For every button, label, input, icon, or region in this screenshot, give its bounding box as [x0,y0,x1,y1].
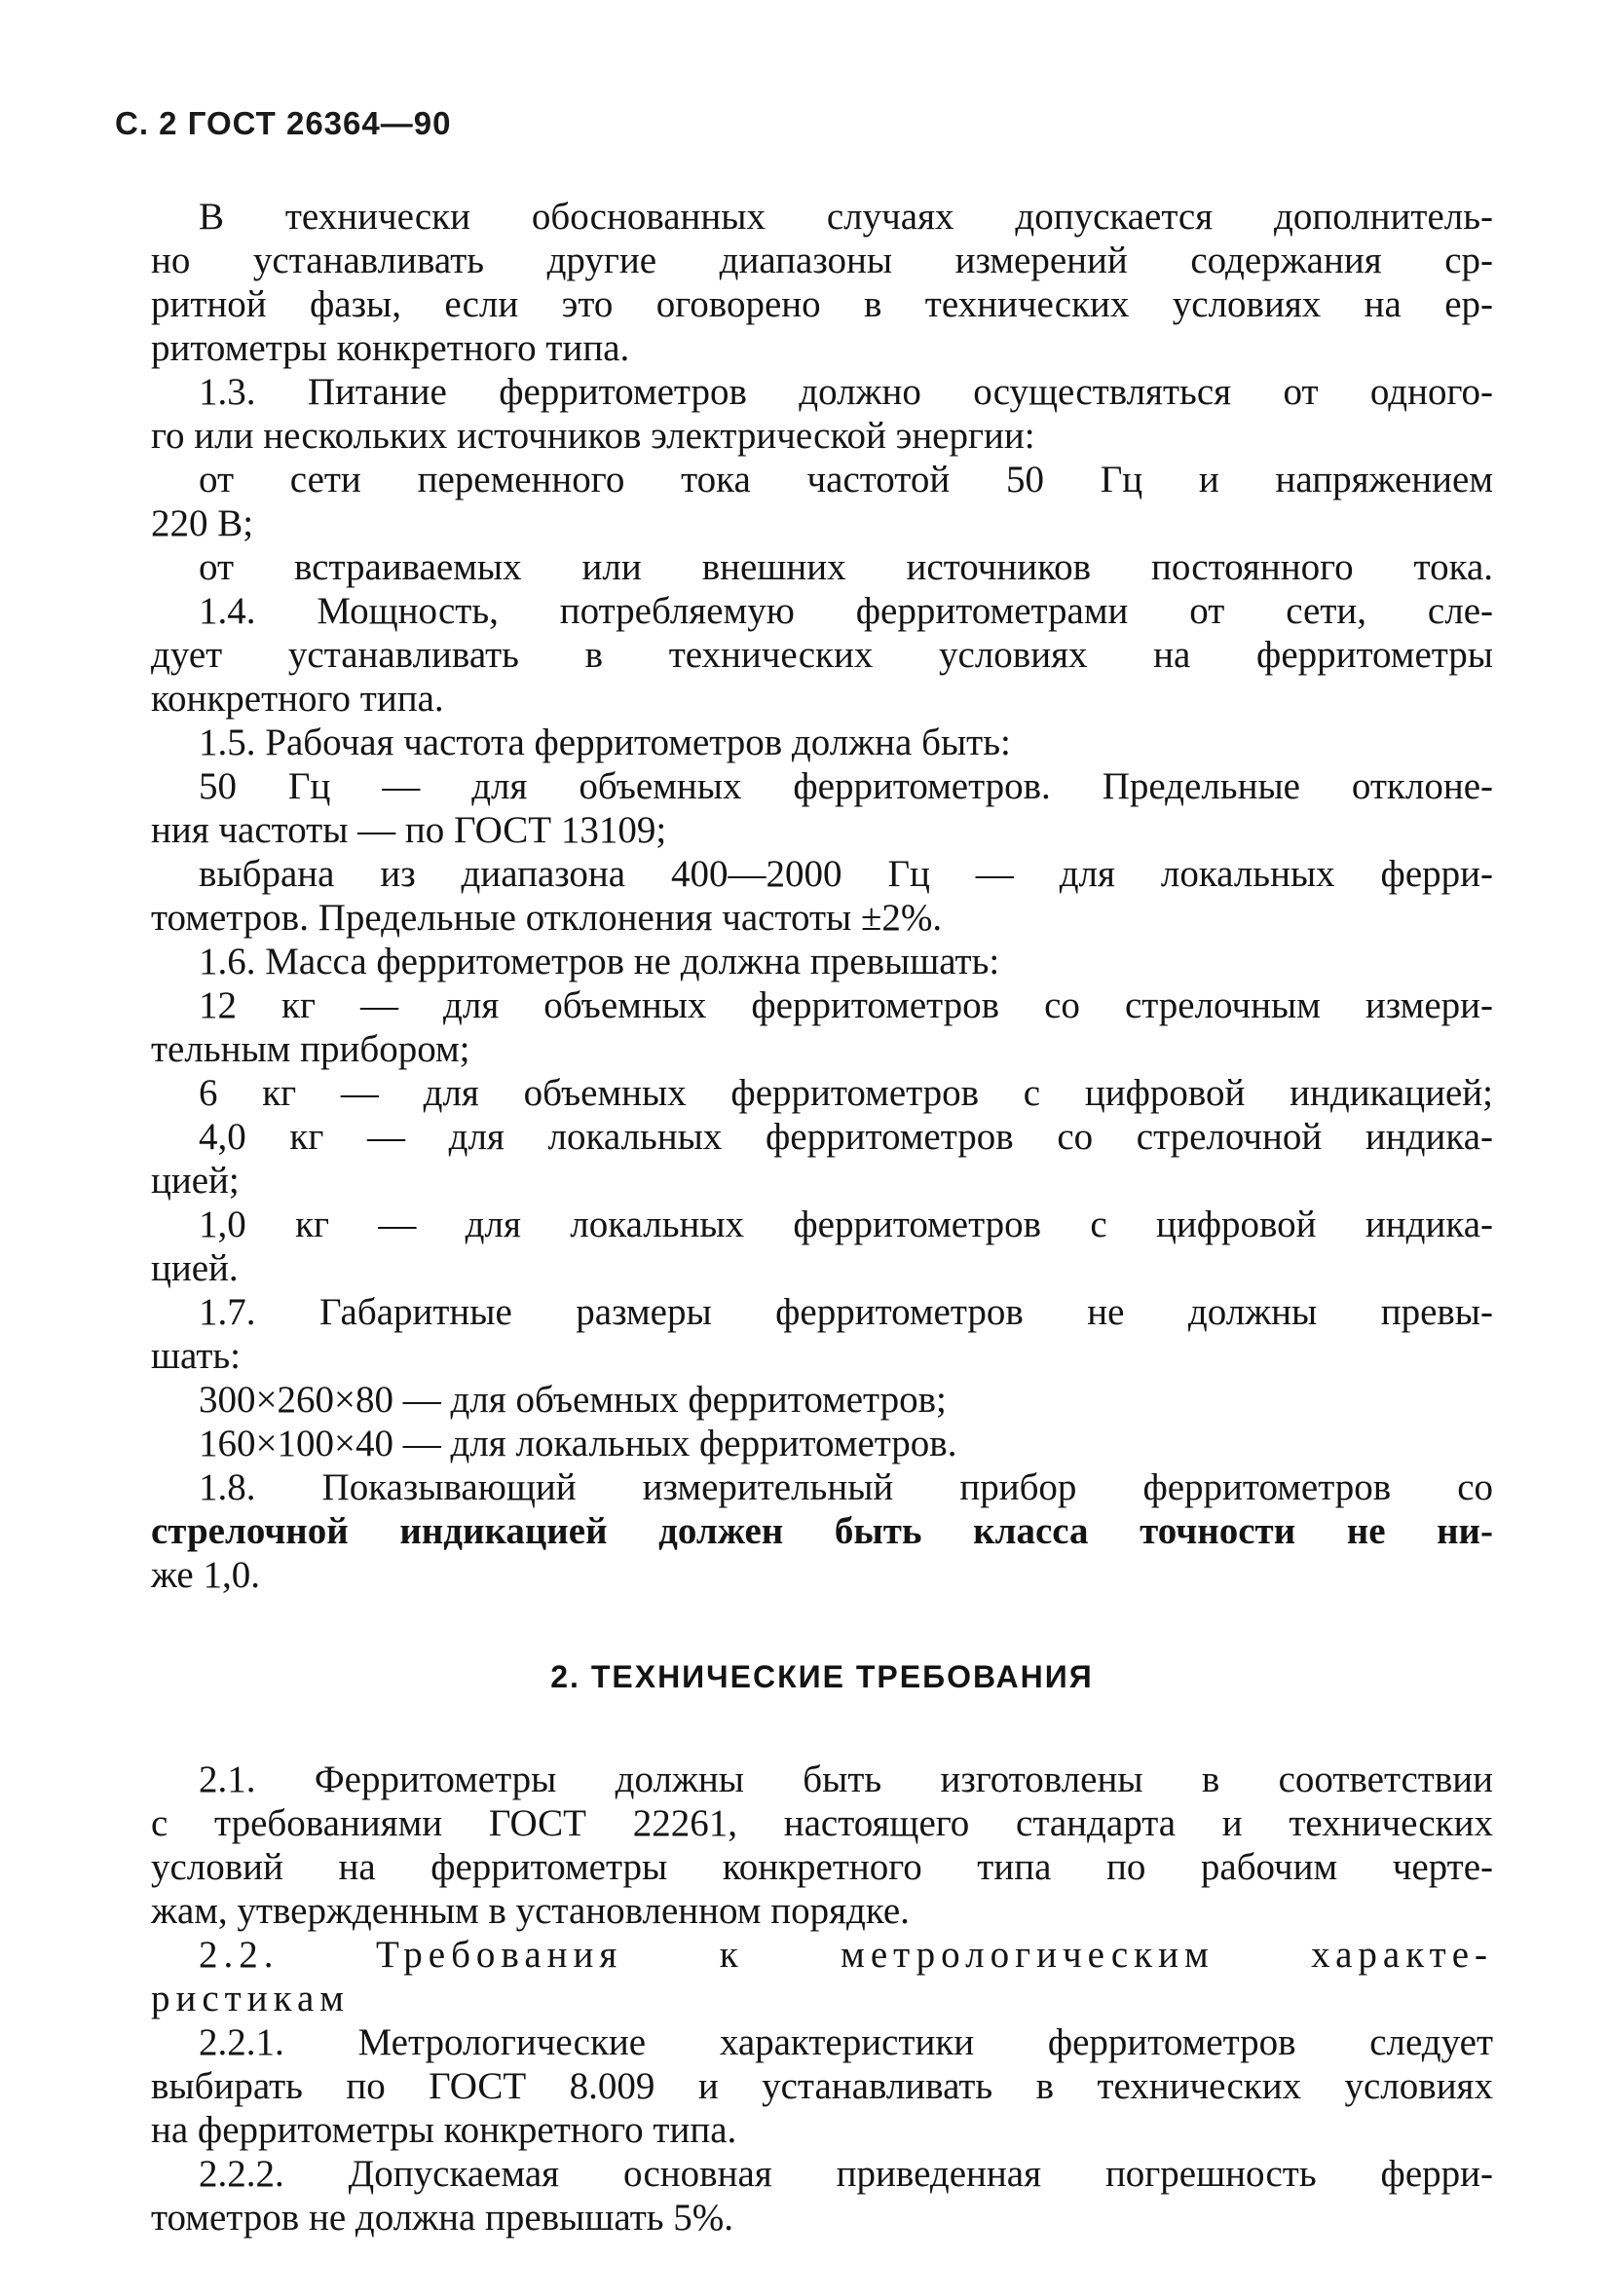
text-line: стрелочной индикацией должен быть класса точности не ни- [151,1510,1493,1552]
text-line: В технически обоснованных случаях допускается дополнитель- [199,196,1493,238]
text-line: 6 кг — для объемных ферритометров с цифровой индикацией; [199,1072,1493,1114]
text-line: выбирать по ГОСТ 8.009 и устанавливать в технических условиях [151,2065,1493,2107]
text-line: дует устанавливать в технических условиях на ферритометры [151,634,1493,676]
text-line: тельным прибором; [151,1028,470,1070]
document-body [151,195,1493,2240]
text-line: же 1,0. [151,1554,260,1596]
section-gap [151,1699,1493,1758]
text-line: 1,0 кг — для локальных ферритометров с цифровой индика- [199,1204,1493,1245]
text-line: ритометры конкретного типа. [151,327,630,369]
text-line: от встраиваемых или внешних источников постоянного тока. [199,546,1493,588]
text-line: 300×260×80 — для объемных ферритометров; [199,1379,947,1421]
text-line: тометров. Предельные отклонения частоты ±2%. [151,897,943,939]
text-line: го или нескольких источников электрической энергии: [151,415,1035,457]
text-line: 1.8. Показывающий измерительный прибор ферритометров со [199,1466,1493,1508]
text-line: 2.2.2. Допускаемая основная приведенная погрешность ферри- [199,2153,1493,2195]
text-line: 1.6. Масса ферритометров не должна превышать: [199,941,1000,982]
text-line: 4,0 кг — для локальных ферритометров со стрелочной индика- [199,1116,1493,1158]
text-line: 50 Гц — для объемных ферритометров. Предельные отклоне- [199,765,1493,807]
text-line: конкретного типа. [151,678,444,720]
text-line: 160×100×40 — для локальных ферритометров. [199,1423,957,1464]
text-line: 2.1. Ферритометры должны быть изготовлены в соответствии [199,1759,1493,1800]
text-line: 1.7. Габаритные размеры ферритометров не должны превы- [199,1291,1493,1333]
text-line: с требованиями ГОСТ 22261, настоящего стандарта и технических [151,1802,1493,1844]
text-line: на ферритометры конкретного типа. [151,2109,737,2151]
text-line: 220 В; [151,502,254,544]
section-gap [151,1597,1493,1655]
text-line: выбрана из диапазона 400—2000 Гц — для локальных ферри- [199,853,1493,895]
text-line: 12 кг — для объемных ферритометров со стрелочным измери- [199,984,1493,1026]
subsection-title: ристикам [151,1978,350,2019]
text-line: но устанавливать другие диапазоны измерений содержания ср- [151,240,1493,281]
text-line: условий на ферритометры конкретного типа по рабочим черте- [151,1846,1493,1888]
text-line: 2.2.1. Метрологические характеристики ферритометров следует [199,2021,1493,2063]
text-line: ния частоты — по ГОСТ 13109; [151,809,667,851]
text-line: 1.4. Мощность, потребляемую ферритометрами от сети, сле- [199,590,1493,632]
text-line: шать: [151,1335,241,1377]
page-header: С. 2 ГОСТ 26364—90 [115,105,452,141]
section-title: 2. ТЕХНИЧЕСКИЕ ТРЕБОВАНИЯ [550,1659,1094,1694]
text-line: ритной фазы, если это оговорено в технических условиях на ер- [151,283,1493,325]
text-line: от сети переменного тока частотой 50 Гц и напряжением [199,459,1493,500]
text-line: цией; [151,1160,240,1202]
text-line: цией. [151,1247,239,1289]
text-line: 1.3. Питание ферритометров должно осуществляться от одного- [199,371,1493,413]
text-line: тометров не должна превышать 5%. [151,2197,734,2239]
text-line: жам, утвержденным в установленном порядке. [151,1890,910,1932]
subsection-title: 2.2. Требования к метрологическим характе- [199,1934,1493,1976]
text-line: 1.5. Рабочая частота ферритометров должна быть: [199,722,1011,763]
